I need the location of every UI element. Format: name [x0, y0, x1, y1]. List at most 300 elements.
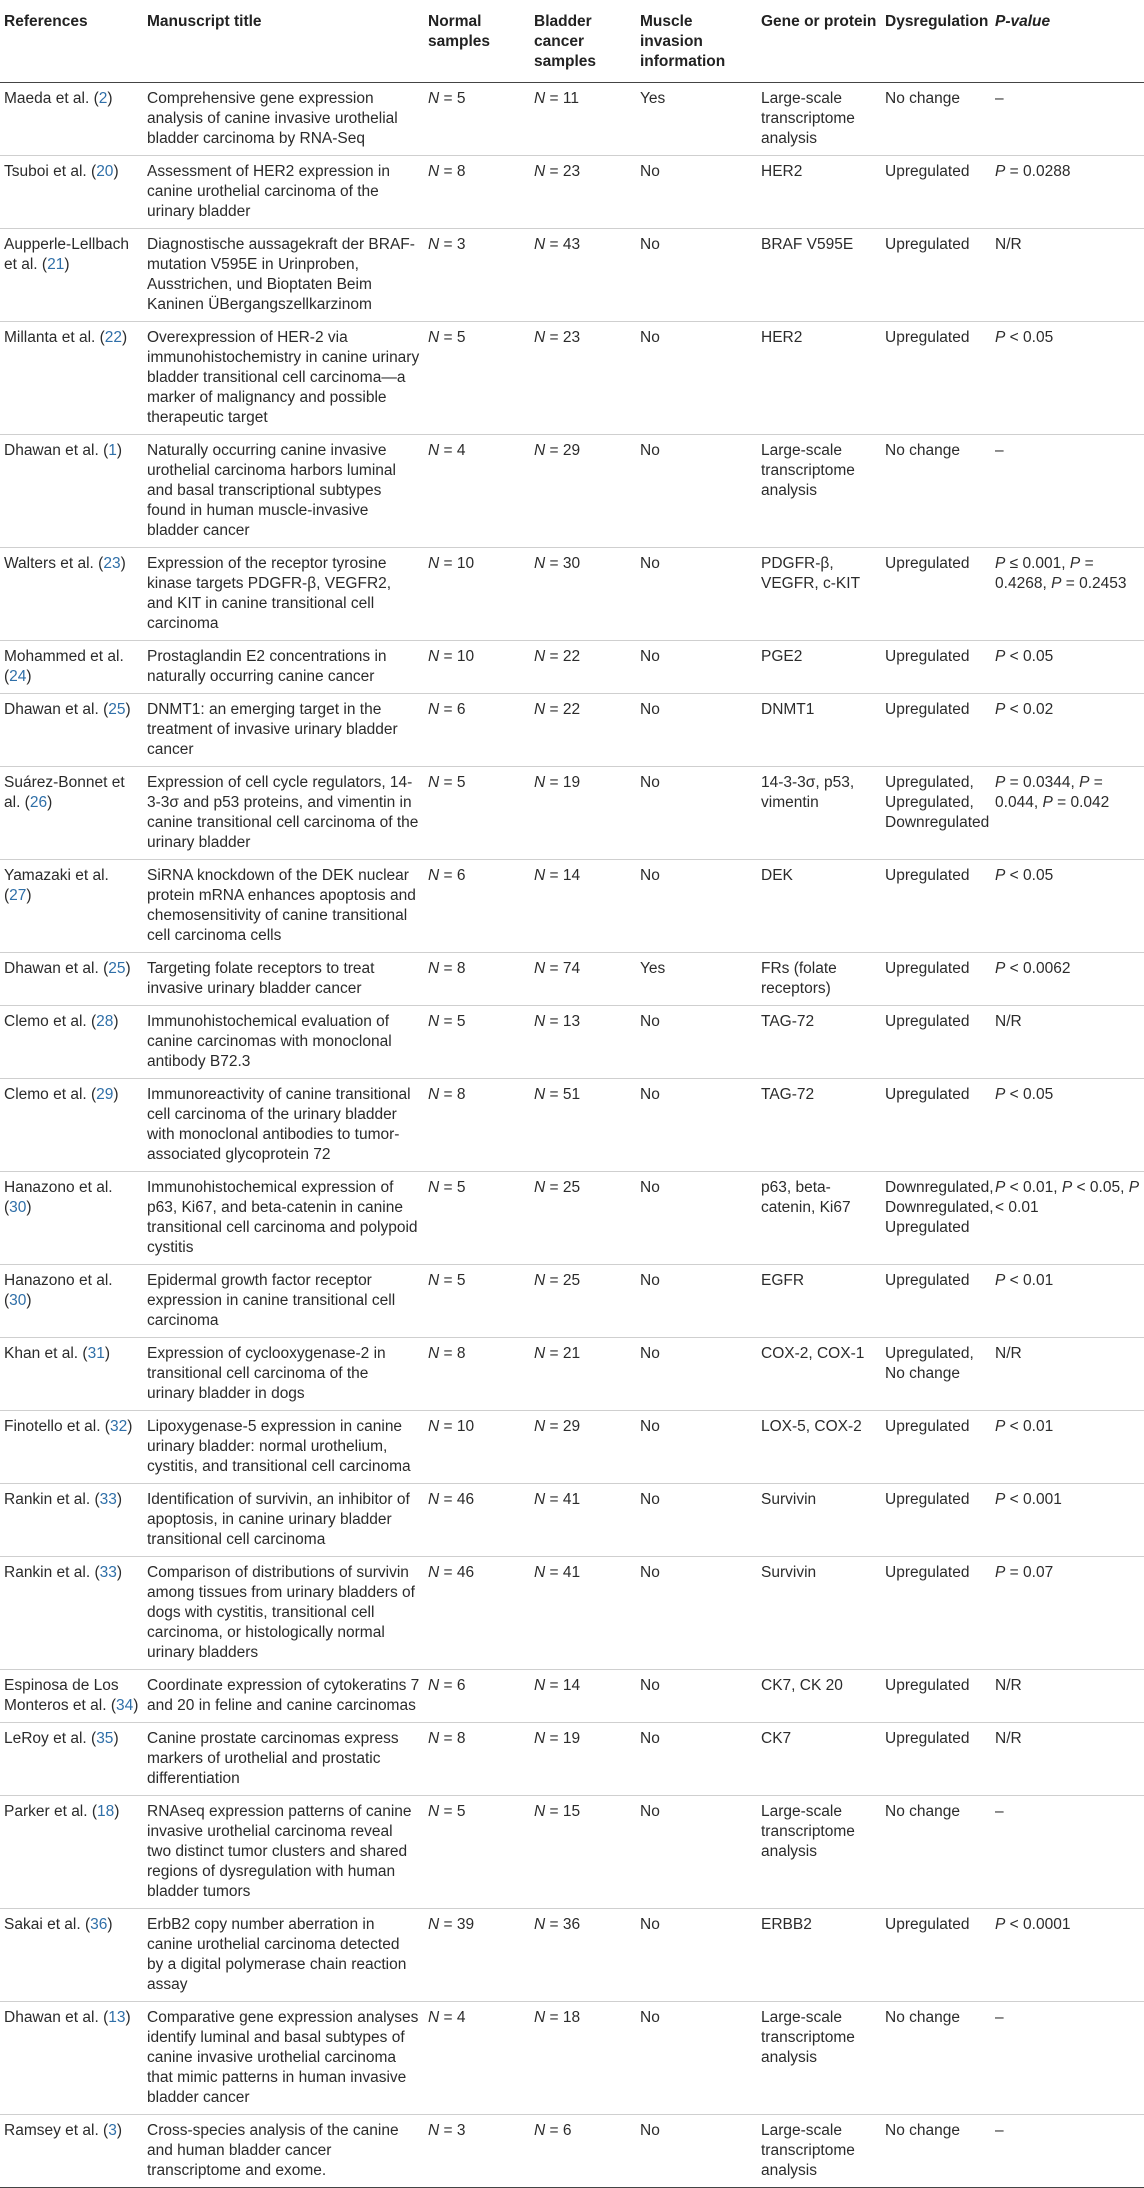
manuscript-title: Expression of cyclooxygenase-2 in transitional cell carcinoma of the urinary bladder in dogs	[147, 1345, 386, 1402]
normal-samples-cell	[424, 435, 530, 548]
cancer-samples-value: 14	[562, 1677, 581, 1694]
gene-cell	[757, 322, 881, 435]
reference-link[interactable]: 24	[9, 668, 27, 685]
equals-sign: =	[439, 1803, 457, 1820]
muscle-invasion-cell	[636, 229, 757, 322]
gene-cell	[757, 694, 881, 767]
reference-author: Rankin et al. (	[4, 1564, 100, 1581]
gene-cell	[757, 1557, 881, 1670]
n-symbol: N	[534, 2009, 546, 2026]
dysregulation-cell	[881, 1338, 991, 1411]
n-symbol: N	[428, 1086, 440, 1103]
reference-author: Maeda et al. (	[4, 90, 99, 107]
normal-samples-cell	[424, 1796, 530, 1909]
manuscript-title-cell	[143, 694, 424, 767]
gene-cell	[757, 83, 881, 156]
equals-sign: =	[545, 2009, 563, 2026]
p-value-cell	[991, 860, 1144, 953]
table-row	[0, 1172, 1144, 1265]
reference-cell	[0, 1796, 143, 1909]
reference-author: Tsuboi et al. (	[4, 163, 97, 180]
header-bladder-cancer-samples: Bladder cancer samples	[530, 6, 636, 83]
table-row	[0, 1723, 1144, 1796]
muscle-invasion-cell	[636, 953, 757, 1006]
manuscript-title: Epidermal growth factor receptor expression in canine transitional cell carcinoma	[147, 1272, 396, 1329]
reference-author: Aupperle-Lellbach et al. (	[4, 236, 129, 273]
cancer-samples-cell	[530, 1796, 636, 1909]
header-gene-or-protein: Gene or protein	[757, 6, 881, 83]
normal-samples-value: 3	[456, 2122, 466, 2139]
gene-cell	[757, 860, 881, 953]
table-row	[0, 548, 1144, 641]
reference-author: Parker et al. (	[4, 1803, 98, 1820]
normal-samples-value: 8	[456, 1086, 466, 1103]
muscle-invasion-value: No	[640, 648, 660, 665]
reference-link[interactable]: 30	[9, 1199, 27, 1216]
n-symbol: N	[428, 329, 440, 346]
equals-sign: =	[545, 236, 563, 253]
muscle-invasion-value: No	[640, 1803, 660, 1820]
p-value: N/R	[995, 1013, 1022, 1030]
dysregulation-cell	[881, 1909, 991, 2002]
muscle-invasion-cell	[636, 1670, 757, 1723]
normal-samples-cell	[424, 641, 530, 694]
manuscript-title: Immunoreactivity of canine transitional cell carcinoma of the urinary bladder with monoclonal antibodies to tumor-associated glycoprotein 72	[147, 1086, 411, 1163]
p-value: P = 0.0288	[995, 163, 1071, 180]
reference-link[interactable]: 20	[96, 163, 114, 180]
gene-value: TAG-72	[761, 1086, 815, 1103]
n-symbol: N	[534, 236, 546, 253]
dysregulation-value: Upregulated	[885, 867, 970, 884]
cancer-samples-cell	[530, 229, 636, 322]
reference-cell	[0, 322, 143, 435]
p-value: P < 0.05	[995, 648, 1054, 665]
n-symbol: N	[534, 701, 546, 718]
manuscript-title-cell	[143, 2115, 424, 2188]
gene-value: EGFR	[761, 1272, 805, 1289]
n-symbol: N	[428, 774, 440, 791]
reference-author: Clemo et al. (	[4, 1013, 97, 1030]
manuscript-title: RNAseq expression patterns of canine invasive urothelial carcinoma reveal two distinct tumor clusters and shared regions of dysregulation with human bladder tumors	[147, 1803, 412, 1900]
p-value-cell	[991, 1265, 1144, 1338]
n-symbol: N	[534, 648, 546, 665]
gene-value: Survivin	[761, 1564, 817, 1581]
dysregulation-cell	[881, 1411, 991, 1484]
reference-author: Suárez-Bonnet et al. (	[4, 774, 125, 811]
reference-cell	[0, 1723, 143, 1796]
gene-value: PGE2	[761, 648, 803, 665]
cancer-samples-value: 22	[562, 701, 581, 718]
table-body	[0, 83, 1144, 2188]
gene-cell	[757, 1265, 881, 1338]
normal-samples-value: 5	[456, 1013, 466, 1030]
equals-sign: =	[439, 1677, 457, 1694]
reference-link[interactable]: 18	[97, 1803, 115, 1820]
reference-link[interactable]: 23	[103, 555, 121, 572]
manuscript-title-cell	[143, 1265, 424, 1338]
reference-close-paren: )	[64, 256, 70, 273]
gene-value: Survivin	[761, 1491, 817, 1508]
cancer-samples-value: 23	[562, 329, 581, 346]
reference-cell	[0, 767, 143, 860]
muscle-invasion-value: Yes	[640, 960, 666, 977]
cancer-samples-value: 74	[562, 960, 581, 977]
cancer-samples-cell	[530, 953, 636, 1006]
normal-samples-value: 6	[456, 867, 466, 884]
equals-sign: =	[439, 1418, 457, 1435]
manuscript-title-cell	[143, 435, 424, 548]
dysregulation-value: No change	[885, 90, 960, 107]
muscle-invasion-cell	[636, 860, 757, 953]
gene-value: ERBB2	[761, 1916, 812, 1933]
equals-sign: =	[545, 648, 563, 665]
reference-author: Khan et al. (	[4, 1345, 88, 1362]
normal-samples-value: 8	[456, 163, 466, 180]
p-value-cell	[991, 1484, 1144, 1557]
dysregulation-cell	[881, 1265, 991, 1338]
gene-cell	[757, 1670, 881, 1723]
n-symbol: N	[534, 867, 546, 884]
n-symbol: N	[428, 90, 440, 107]
gene-cell	[757, 1338, 881, 1411]
n-symbol: N	[534, 1677, 546, 1694]
muscle-invasion-value: No	[640, 2009, 660, 2026]
reference-cell	[0, 229, 143, 322]
cancer-samples-value: 36	[562, 1916, 581, 1933]
n-symbol: N	[428, 1013, 440, 1030]
manuscript-title: Comprehensive gene expression analysis of canine invasive urothelial bladder carcinoma by RNA-Seq	[147, 90, 398, 147]
gene-cell	[757, 1909, 881, 2002]
muscle-invasion-value: No	[640, 1916, 660, 1933]
normal-samples-cell	[424, 1079, 530, 1172]
n-symbol: N	[428, 1803, 440, 1820]
p-value-cell	[991, 435, 1144, 548]
reference-link[interactable]: 1	[108, 442, 117, 459]
muscle-invasion-value: No	[640, 329, 660, 346]
p-value: P < 0.01, P < 0.05, P < 0.01	[995, 1179, 1140, 1216]
reference-link[interactable]: 33	[99, 1564, 117, 1581]
gene-value: LOX-5, COX-2	[761, 1418, 862, 1435]
cancer-samples-cell	[530, 83, 636, 156]
reference-link[interactable]: 2	[98, 90, 108, 107]
equals-sign: =	[439, 329, 457, 346]
n-symbol: N	[534, 329, 546, 346]
reference-link[interactable]: 34	[116, 1697, 134, 1714]
table-row	[0, 2002, 1144, 2115]
gene-cell	[757, 229, 881, 322]
reference-link[interactable]: 36	[90, 1916, 108, 1933]
equals-sign: =	[545, 1916, 563, 1933]
equals-sign: =	[545, 1086, 563, 1103]
table-row	[0, 1670, 1144, 1723]
dysregulation-cell	[881, 860, 991, 953]
reference-link[interactable]: 31	[87, 1345, 105, 1362]
table-row	[0, 1006, 1144, 1079]
muscle-invasion-cell	[636, 1172, 757, 1265]
muscle-invasion-cell	[636, 1079, 757, 1172]
p-value: P = 0.0344, P = 0.044, P = 0.042	[995, 774, 1110, 811]
p-value-cell	[991, 1338, 1144, 1411]
manuscript-title-cell	[143, 229, 424, 322]
p-value: P < 0.01	[995, 1272, 1054, 1289]
reference-link[interactable]: 30	[9, 1292, 27, 1309]
equals-sign: =	[545, 329, 563, 346]
gene-value: 14-3-3σ, p53, vimentin	[761, 774, 855, 811]
gene-cell	[757, 1079, 881, 1172]
cancer-samples-cell	[530, 156, 636, 229]
reference-link[interactable]: 35	[96, 1730, 114, 1747]
muscle-invasion-value: No	[640, 774, 660, 791]
manuscript-title: Comparison of distributions of survivin among tissues from urinary bladders of dogs with cystitis, transitional cell carcinoma, or histologically normal urinary bladders	[147, 1564, 415, 1661]
reference-cell	[0, 953, 143, 1006]
reference-close-paren: )	[113, 163, 119, 180]
table-row	[0, 156, 1144, 229]
n-symbol: N	[534, 1013, 546, 1030]
cancer-samples-cell	[530, 435, 636, 548]
header-muscle-invasion: Muscle invasion information	[636, 6, 757, 83]
reference-cell	[0, 1484, 143, 1557]
reference-link[interactable]: 29	[96, 1086, 114, 1103]
p-value-cell	[991, 548, 1144, 641]
reference-link[interactable]: 3	[108, 2122, 117, 2139]
reference-close-paren: )	[116, 442, 123, 459]
dysregulation-value: Upregulated	[885, 701, 970, 718]
gene-cell	[757, 641, 881, 694]
header-dysregulation: Dysregulation	[881, 6, 991, 83]
equals-sign: =	[545, 1272, 563, 1289]
n-symbol: N	[534, 90, 546, 107]
manuscript-title-cell	[143, 641, 424, 694]
n-symbol: N	[534, 1086, 546, 1103]
dysregulation-value: Downregulated, Downregulated, Upregulated	[885, 1179, 994, 1236]
dysregulation-value: Upregulated	[885, 648, 970, 665]
cancer-samples-value: 29	[562, 442, 581, 459]
table-row	[0, 1796, 1144, 1909]
equals-sign: =	[439, 90, 457, 107]
dysregulation-value: No change	[885, 2122, 960, 2139]
equals-sign: =	[545, 2122, 563, 2139]
table-row	[0, 694, 1144, 767]
reference-link[interactable]: 25	[108, 701, 126, 718]
n-symbol: N	[534, 1491, 546, 1508]
p-value-cell	[991, 2002, 1144, 2115]
reference-link[interactable]: 27	[9, 887, 27, 904]
manuscript-title: ErbB2 copy number aberration in canine urothelial carcinoma detected by a digital polymerase chain reaction assay	[147, 1916, 407, 1993]
n-symbol: N	[428, 1564, 440, 1581]
reference-author: LeRoy et al. (	[4, 1730, 97, 1747]
manuscript-title: Prostaglandin E2 concentrations in naturally occurring canine cancer	[147, 648, 387, 685]
reference-link[interactable]: 22	[104, 329, 123, 346]
muscle-invasion-cell	[636, 1484, 757, 1557]
equals-sign: =	[545, 442, 563, 459]
cancer-samples-value: 41	[562, 1564, 581, 1581]
manuscript-title: Immunohistochemical evaluation of canine carcinomas with monoclonal antibody B72.3	[147, 1013, 392, 1070]
p-value: –	[995, 442, 1004, 459]
normal-samples-value: 5	[456, 1803, 466, 1820]
cancer-samples-cell	[530, 860, 636, 953]
p-value: N/R	[995, 1730, 1022, 1747]
p-value: N/R	[995, 1677, 1022, 1694]
dysregulation-value: Upregulated	[885, 1491, 970, 1508]
dysregulation-value: Upregulated	[885, 960, 970, 977]
reference-author: Walters et al. (	[4, 555, 104, 572]
cancer-samples-cell	[530, 1006, 636, 1079]
muscle-invasion-cell	[636, 2115, 757, 2188]
muscle-invasion-cell	[636, 694, 757, 767]
cancer-samples-value: 15	[562, 1803, 581, 1820]
reference-author: Dhawan et al. (	[4, 701, 109, 718]
dysregulation-cell	[881, 435, 991, 548]
p-value: P < 0.05	[995, 867, 1054, 884]
reference-author: Dhawan et al. (	[4, 442, 109, 459]
cancer-samples-value: 23	[562, 163, 581, 180]
equals-sign: =	[439, 2009, 457, 2026]
table-row	[0, 1338, 1144, 1411]
manuscript-title: DNMT1: an emerging target in the treatment of invasive urinary bladder cancer	[147, 701, 398, 758]
p-value: –	[995, 2122, 1004, 2139]
cancer-samples-cell	[530, 322, 636, 435]
dysregulation-value: Upregulated	[885, 1086, 970, 1103]
muscle-invasion-value: No	[640, 1491, 660, 1508]
n-symbol: N	[534, 1272, 546, 1289]
normal-samples-cell	[424, 953, 530, 1006]
reference-close-paren: )	[116, 1491, 123, 1508]
gene-value: TAG-72	[761, 1013, 815, 1030]
manuscript-title: Naturally occurring canine invasive urothelial carcinoma harbors luminal and basal transcriptional subtypes found in human muscle-invasive bladder cancer	[147, 442, 396, 539]
gene-value: DNMT1	[761, 701, 815, 718]
p-value-header-text: P-value	[995, 13, 1051, 30]
reference-author: Hanazono et al. (	[4, 1179, 113, 1216]
cancer-samples-value: 21	[562, 1345, 581, 1362]
gene-cell	[757, 1411, 881, 1484]
normal-samples-value: 5	[456, 90, 466, 107]
dysregulation-cell	[881, 2002, 991, 2115]
p-value-cell	[991, 1411, 1144, 1484]
cancer-samples-cell	[530, 1484, 636, 1557]
reference-cell	[0, 1006, 143, 1079]
manuscript-title: Overexpression of HER-2 via immunohistochemistry in canine urinary bladder transitional cell carcinoma—a marker of malignancy and possible therapeutic target	[147, 329, 420, 426]
manuscript-title: Expression of the receptor tyrosine kinase targets PDGFR-β, VEGFR2, and KIT in canine transitional cell carcinoma	[147, 555, 392, 632]
muscle-invasion-cell	[636, 641, 757, 694]
reference-author: Dhawan et al. (	[4, 2009, 109, 2026]
cancer-samples-cell	[530, 1172, 636, 1265]
muscle-invasion-cell	[636, 83, 757, 156]
normal-samples-value: 5	[456, 1272, 466, 1289]
dysregulation-value: No change	[885, 2009, 960, 2026]
dysregulation-value: Upregulated	[885, 1564, 970, 1581]
reference-link[interactable]: 13	[108, 2009, 126, 2026]
reference-close-paren: )	[26, 668, 32, 685]
manuscript-title-cell	[143, 1172, 424, 1265]
n-symbol: N	[534, 1916, 546, 1933]
n-symbol: N	[428, 1418, 440, 1435]
equals-sign: =	[439, 867, 457, 884]
gene-value: Large-scale transcriptome analysis	[761, 442, 855, 499]
dysregulation-cell	[881, 548, 991, 641]
reference-cell	[0, 641, 143, 694]
dysregulation-value: Upregulated	[885, 1677, 970, 1694]
p-value-cell	[991, 83, 1144, 156]
cancer-samples-cell	[530, 1723, 636, 1796]
p-value: –	[995, 1803, 1004, 1820]
normal-samples-cell	[424, 860, 530, 953]
reference-author: Yamazaki et al. (	[4, 867, 109, 904]
muscle-invasion-value: No	[640, 1677, 660, 1694]
reference-link[interactable]: 26	[29, 794, 48, 811]
n-symbol: N	[428, 2122, 440, 2139]
n-symbol: N	[428, 1730, 440, 1747]
n-symbol: N	[428, 236, 440, 253]
normal-samples-value: 6	[456, 1677, 466, 1694]
normal-samples-value: 10	[456, 555, 475, 572]
p-value-cell	[991, 767, 1144, 860]
cancer-samples-cell	[530, 548, 636, 641]
gene-value: HER2	[761, 329, 803, 346]
cancer-samples-value: 18	[562, 2009, 581, 2026]
equals-sign: =	[545, 1013, 563, 1030]
manuscript-title-cell	[143, 1484, 424, 1557]
muscle-invasion-value: No	[640, 1179, 660, 1196]
equals-sign: =	[545, 163, 563, 180]
reference-close-paren: )	[107, 90, 113, 107]
p-value: N/R	[995, 236, 1022, 253]
reference-cell	[0, 2002, 143, 2115]
dysregulation-cell	[881, 1079, 991, 1172]
n-symbol: N	[428, 555, 440, 572]
muscle-invasion-cell	[636, 1006, 757, 1079]
dysregulation-cell	[881, 2115, 991, 2188]
muscle-invasion-cell	[636, 548, 757, 641]
equals-sign: =	[439, 1564, 457, 1581]
muscle-invasion-cell	[636, 1265, 757, 1338]
normal-samples-value: 4	[456, 2009, 466, 2026]
normal-samples-cell	[424, 1338, 530, 1411]
p-value-cell	[991, 1909, 1144, 2002]
reference-link[interactable]: 28	[96, 1013, 114, 1030]
dysregulation-value: Upregulated	[885, 163, 970, 180]
table-row	[0, 1909, 1144, 2002]
muscle-invasion-value: No	[640, 867, 660, 884]
cancer-samples-value: 29	[562, 1418, 581, 1435]
p-value: –	[995, 90, 1004, 107]
cancer-samples-value: 19	[562, 774, 581, 791]
dysregulation-value: Upregulated, Upregulated, Downregulated	[885, 774, 990, 831]
p-value-cell	[991, 2115, 1144, 2188]
equals-sign: =	[545, 1803, 563, 1820]
cancer-samples-cell	[530, 1411, 636, 1484]
reference-close-paren: )	[114, 1803, 120, 1820]
reference-close-paren: )	[133, 1697, 139, 1714]
equals-sign: =	[439, 1086, 457, 1103]
reference-link[interactable]: 25	[108, 960, 126, 977]
reference-link[interactable]: 21	[47, 256, 65, 273]
muscle-invasion-value: No	[640, 1345, 660, 1362]
reference-close-paren: )	[120, 555, 126, 572]
reference-link[interactable]: 33	[99, 1491, 117, 1508]
manuscript-title-cell	[143, 1079, 424, 1172]
reference-close-paren: )	[113, 1086, 119, 1103]
cancer-samples-cell	[530, 767, 636, 860]
normal-samples-cell	[424, 1670, 530, 1723]
equals-sign: =	[545, 1677, 563, 1694]
reference-close-paren: )	[113, 1730, 119, 1747]
header-p-value	[991, 6, 1144, 83]
normal-samples-cell	[424, 1411, 530, 1484]
gene-value: Large-scale transcriptome analysis	[761, 1803, 855, 1860]
equals-sign: =	[439, 1730, 457, 1747]
reference-link[interactable]: 32	[109, 1418, 128, 1435]
reference-close-paren: )	[125, 960, 131, 977]
